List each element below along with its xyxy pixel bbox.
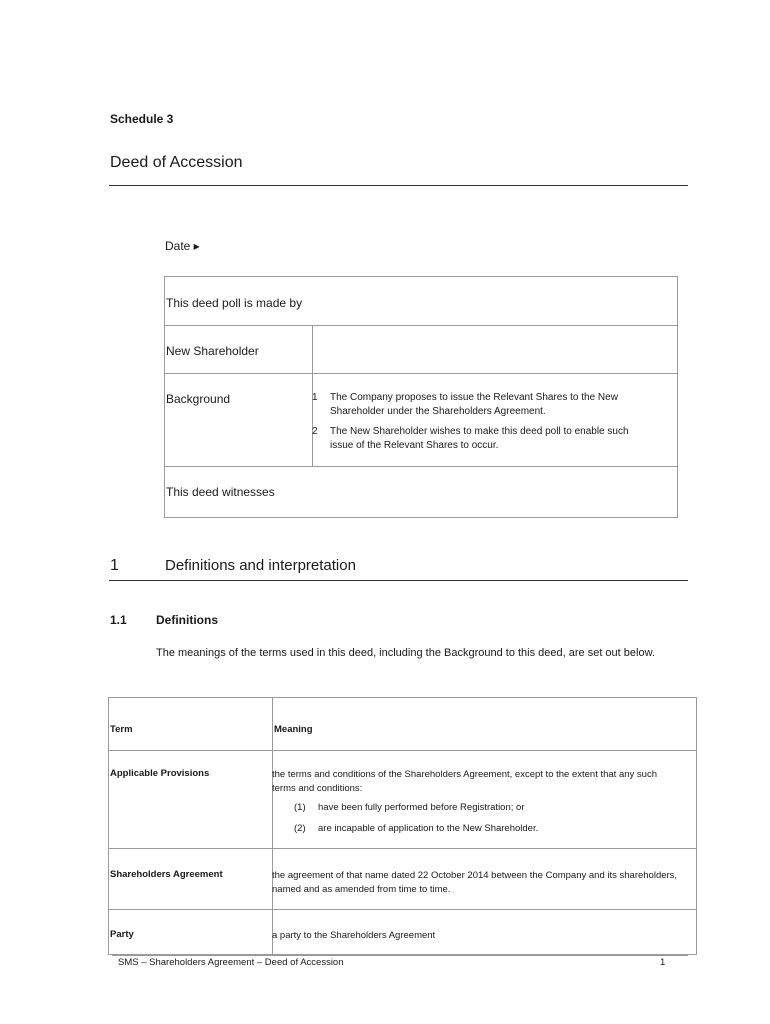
- page-number: 1: [660, 957, 666, 968]
- subitem-text: have been fully performed before Registration; or: [318, 802, 525, 813]
- table-row-divider: [109, 909, 696, 910]
- background-item-number: 2: [312, 426, 318, 437]
- background-item-text: The New Shareholder wishes to make this deed poll to enable such issue of the Relevant Shares to occur.: [330, 426, 629, 451]
- subsection-title: Definitions: [156, 613, 218, 627]
- document-title: Deed of Accession: [110, 154, 243, 171]
- background-item-text: The Company proposes to issue the Relevant Shares to the New Shareholder under the Shareholders Agreement.: [330, 392, 618, 417]
- box-divider: [165, 325, 677, 326]
- definition-meaning: the terms and conditions of the Shareholders Agreement, except to the extent that any such terms and conditions:: [272, 769, 657, 794]
- background-label: Background: [166, 392, 231, 406]
- schedule-heading: Schedule 3: [110, 112, 174, 126]
- table-header-term: Term: [110, 724, 133, 735]
- subitem-number: (1): [294, 802, 306, 813]
- section-divider: [109, 580, 688, 581]
- deed-parties-box: [164, 276, 678, 518]
- definition-term: Shareholders Agreement: [110, 869, 223, 880]
- table-column-divider: [272, 698, 273, 954]
- title-divider: [109, 185, 688, 186]
- deed-witnesses-heading: This deed witnesses: [166, 485, 275, 499]
- table-header-meaning: Meaning: [274, 724, 313, 735]
- background-item-number: 1: [312, 392, 318, 403]
- definition-meaning: a party to the Shareholders Agreement: [272, 930, 436, 941]
- definitions-table: [108, 697, 697, 955]
- definitions-intro-paragraph: The meanings of the terms used in this deed, including the Background to this deed, are set out below.: [156, 647, 655, 659]
- subsection-number: 1.1: [110, 613, 127, 627]
- footer-document-title: SMS – Shareholders Agreement – Deed of Accession: [118, 957, 344, 968]
- date-label: Date ▸: [165, 239, 200, 253]
- definition-term: Party: [110, 929, 134, 940]
- section-number: 1: [110, 557, 119, 574]
- table-row-divider: [109, 848, 696, 849]
- box-divider: [165, 466, 677, 467]
- subitem-number: (2): [294, 823, 306, 834]
- made-by-label: This deed poll is made by: [166, 296, 303, 310]
- definition-term: Applicable Provisions: [110, 768, 210, 779]
- section-title: Definitions and interpretation: [165, 557, 356, 574]
- subitem-text: are incapable of application to the New Shareholder.: [318, 823, 539, 834]
- table-row-divider: [109, 750, 696, 751]
- box-divider: [165, 373, 677, 374]
- footer-divider: [112, 955, 688, 956]
- new-shareholder-label: New Shareholder: [166, 344, 259, 358]
- definition-meaning: the agreement of that name dated 22 October 2014 between the Company and its shareholders, named and as amended from time to time.: [272, 870, 678, 895]
